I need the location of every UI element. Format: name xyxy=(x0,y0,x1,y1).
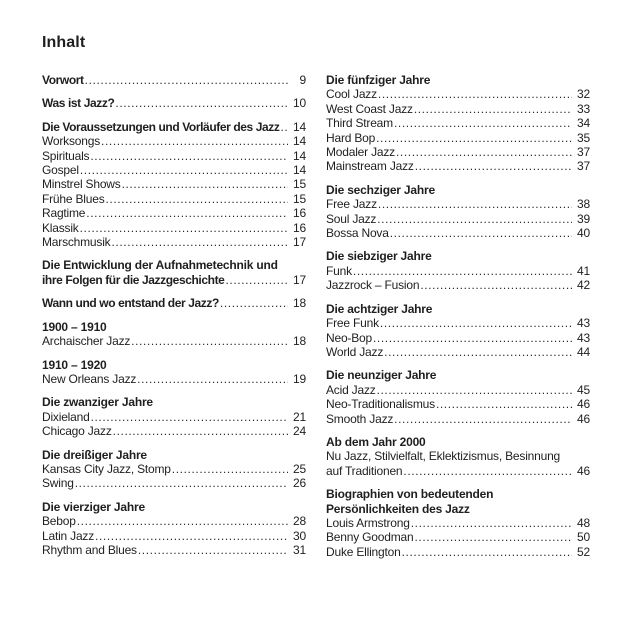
toc-entry xyxy=(326,316,590,330)
toc-entry-label: auf Traditionen xyxy=(326,463,403,478)
toc-entry-line xyxy=(326,197,590,211)
toc-entry xyxy=(42,258,306,287)
toc-entry xyxy=(42,235,306,249)
page-number: 50 xyxy=(577,530,590,545)
toc-entry-line xyxy=(42,73,306,87)
page-number: 18 xyxy=(293,296,306,311)
toc-entry-line xyxy=(326,302,590,316)
toc-entry xyxy=(42,476,306,490)
dot-leader xyxy=(373,331,572,345)
page-number: 14 xyxy=(293,134,306,149)
toc-entry-line xyxy=(42,177,306,191)
toc-section-heading xyxy=(42,500,306,514)
toc-entry-line xyxy=(42,410,306,424)
toc-entry-label: Duke Ellington xyxy=(326,544,401,559)
toc-entry-label: Neo-Traditionalismus xyxy=(326,397,435,412)
page-number: 39 xyxy=(577,211,590,226)
toc-entry-line xyxy=(42,206,306,220)
toc-entry-line xyxy=(326,226,590,240)
toc-entry xyxy=(42,296,306,310)
page-number: 35 xyxy=(577,130,590,145)
toc-entry-label: Die vierziger Jahre xyxy=(42,499,145,514)
toc-entry-line xyxy=(42,273,306,287)
toc-entry xyxy=(326,145,590,159)
toc-entry-label: West Coast Jazz xyxy=(326,101,413,116)
page-number: 37 xyxy=(577,159,590,174)
toc-entry-label: Persönlichkeiten des Jazz xyxy=(326,501,470,516)
toc-entry-label: Klassik xyxy=(42,220,79,235)
page-number: 9 xyxy=(299,73,306,87)
dot-leader xyxy=(90,149,288,163)
toc-entry-label: Die fünfziger Jahre xyxy=(326,73,431,87)
dot-leader xyxy=(377,383,572,397)
dot-leader xyxy=(380,316,572,330)
toc-entry-label: Minstrel Shows xyxy=(42,177,121,192)
toc-section-heading xyxy=(326,183,590,197)
toc-entry-line: Die Entwicklung der Aufnahmetechnik und xyxy=(42,258,278,273)
toc-section-heading xyxy=(326,435,590,449)
toc-entry-label: Bebop xyxy=(42,514,76,529)
page-number: 40 xyxy=(577,226,590,241)
toc-entry-label: 1900 – 1910 xyxy=(42,319,107,334)
page-number: 37 xyxy=(577,145,590,160)
toc-entry-line xyxy=(42,448,306,462)
page-number: 31 xyxy=(293,542,306,557)
toc-entry-line xyxy=(326,183,590,197)
page-number: 14 xyxy=(293,163,306,178)
dot-leader xyxy=(225,273,288,287)
toc-entry-line xyxy=(326,212,590,226)
toc-entry xyxy=(42,177,306,191)
toc-entry-label: World Jazz xyxy=(326,344,384,359)
toc-entry-line xyxy=(42,476,306,490)
toc-entry xyxy=(42,462,306,476)
toc-entry-label: Free Jazz xyxy=(326,197,377,212)
toc-section-heading xyxy=(42,320,306,334)
toc-entry-label: Ab dem Jahr 2000 xyxy=(326,434,426,449)
toc-entry-line xyxy=(42,235,306,249)
toc-entry xyxy=(326,516,590,530)
toc-entry-line xyxy=(326,383,590,397)
toc-entry-line xyxy=(42,462,306,476)
toc-entry-label: Marschmusik xyxy=(42,235,111,250)
toc-entry xyxy=(326,331,590,345)
toc-entry xyxy=(326,397,590,411)
dot-leader xyxy=(101,134,288,148)
toc-entry xyxy=(326,412,590,426)
toc-entry xyxy=(42,120,306,134)
toc-entry-label: Die sechziger Jahre xyxy=(326,182,435,197)
toc-entry-line xyxy=(326,331,590,345)
toc-entry xyxy=(326,226,590,240)
toc-entry xyxy=(326,278,590,292)
dot-leader xyxy=(115,96,288,110)
page-number: 25 xyxy=(293,461,306,476)
toc-entry xyxy=(42,543,306,557)
toc-entry-label: Jazzrock – Fusion xyxy=(326,278,420,293)
toc-entry-label: Bossa Nova xyxy=(326,226,389,241)
toc-entry-label: Acid Jazz xyxy=(326,382,376,397)
toc-entry xyxy=(42,96,306,110)
toc-entry-line xyxy=(326,502,590,516)
toc-entry-line xyxy=(326,131,590,145)
page-number: 44 xyxy=(577,344,590,359)
toc-entry xyxy=(42,410,306,424)
toc-entry-line xyxy=(42,149,306,163)
dot-leader xyxy=(172,462,288,476)
page-number: 26 xyxy=(293,476,306,491)
toc-entry-label: 1910 – 1920 xyxy=(42,357,107,372)
toc-entry-label: Die zwanziger Jahre xyxy=(42,395,153,410)
toc-entry-line xyxy=(326,116,590,130)
toc-entry-label: Latin Jazz xyxy=(42,528,95,543)
page-number: 14 xyxy=(293,148,306,163)
dot-leader xyxy=(396,145,572,159)
toc-entry xyxy=(42,529,306,543)
dot-leader xyxy=(131,334,288,348)
toc-entry-line xyxy=(326,464,590,478)
dot-leader xyxy=(394,116,572,130)
toc-entry-line xyxy=(42,500,306,514)
toc-entry xyxy=(326,383,590,397)
toc-entry xyxy=(42,206,306,220)
dot-leader xyxy=(377,212,572,226)
page-number: 46 xyxy=(577,397,590,412)
page-number: 38 xyxy=(577,197,590,212)
toc-entry xyxy=(326,345,590,359)
page-number: 21 xyxy=(293,409,306,424)
toc-entry-line xyxy=(326,516,590,530)
toc-entry-label: Was ist Jazz? xyxy=(42,96,115,111)
dot-leader xyxy=(378,87,572,101)
dot-leader xyxy=(138,543,288,557)
toc-entry-line xyxy=(326,545,590,559)
toc-entry-label: Rhythm and Blues xyxy=(42,542,137,557)
page-number: 52 xyxy=(577,544,590,559)
dot-leader xyxy=(414,530,572,544)
dot-leader xyxy=(106,192,289,206)
toc-entry-label: Mainstream Jazz xyxy=(326,159,414,174)
page-number: 14 xyxy=(293,119,306,134)
toc-column-left xyxy=(42,73,306,557)
dot-leader xyxy=(390,226,572,240)
page-number: 15 xyxy=(293,177,306,192)
page-number: 45 xyxy=(577,382,590,397)
toc-entry xyxy=(42,334,306,348)
toc-entry-line xyxy=(42,395,306,409)
page-number: 32 xyxy=(577,87,590,102)
toc-entry-label: Soul Jazz xyxy=(326,211,377,226)
toc-section-heading xyxy=(42,395,306,409)
page-number: 28 xyxy=(293,514,306,529)
dot-leader xyxy=(95,529,288,543)
toc-entry-line xyxy=(42,529,306,543)
toc-entry-line xyxy=(326,316,590,330)
toc-entry-label: Ragtime xyxy=(42,206,86,221)
toc-entry-label: Wann und wo entstand der Jazz? xyxy=(42,296,219,311)
toc-entry-line xyxy=(326,159,590,173)
toc-entry-label: Vorwort xyxy=(42,73,84,87)
toc-entry xyxy=(42,134,306,148)
toc-entry-line xyxy=(326,264,590,278)
page-number: 16 xyxy=(293,220,306,235)
dot-leader xyxy=(402,545,572,559)
toc-entry-line xyxy=(42,334,306,348)
toc-entry-label: Spirituals xyxy=(42,148,90,163)
page-number: 15 xyxy=(293,191,306,206)
toc-entry xyxy=(326,159,590,173)
toc-entry xyxy=(42,221,306,235)
toc-entry-label: Worksongs xyxy=(42,134,101,149)
toc-entry-label: Louis Armstrong xyxy=(326,515,410,530)
toc-column-right xyxy=(326,73,590,559)
page-number: 19 xyxy=(293,371,306,386)
toc-entry-label: Cool Jazz xyxy=(326,87,377,102)
toc-section-heading xyxy=(326,302,590,316)
toc-entry-label: Die Voraussetzungen und Vorläufer des Jazz xyxy=(42,119,280,134)
toc-entry-line xyxy=(42,96,306,110)
dot-leader xyxy=(411,516,572,530)
toc-entry-label: Free Funk xyxy=(326,316,379,331)
toc-entry-label: Swing xyxy=(42,476,74,491)
dot-leader xyxy=(85,73,288,87)
toc-entry-line xyxy=(42,543,306,557)
toc-section-heading xyxy=(326,368,590,382)
page-number: 17 xyxy=(293,272,306,287)
toc-entry-line xyxy=(326,249,590,263)
toc-entry-line xyxy=(42,221,306,235)
toc-section-heading xyxy=(326,73,590,87)
toc-entry-label: Chicago Jazz xyxy=(42,424,112,439)
toc-entry xyxy=(42,372,306,386)
toc-entry xyxy=(326,197,590,211)
dot-leader xyxy=(415,159,572,173)
toc-entry-line xyxy=(326,345,590,359)
toc-entry xyxy=(42,514,306,528)
toc-entry xyxy=(42,424,306,438)
toc-entry xyxy=(42,149,306,163)
toc-entry-label: Neo-Bop xyxy=(326,330,372,345)
toc-entry-label: Dixieland xyxy=(42,409,90,424)
page-number: 34 xyxy=(577,116,590,131)
toc-section-heading xyxy=(326,249,590,263)
toc-entry-label: Die neunziger Jahre xyxy=(326,368,437,383)
toc-entry-label: Funk xyxy=(326,263,352,278)
page-number: 46 xyxy=(577,463,590,478)
toc-entry-line xyxy=(42,134,306,148)
page-number: 48 xyxy=(577,515,590,530)
toc-entry-label: Die dreißiger Jahre xyxy=(42,447,147,462)
toc-entry-line xyxy=(326,397,590,411)
toc-entry-line xyxy=(326,87,590,101)
page-number: 43 xyxy=(577,330,590,345)
dot-leader xyxy=(220,296,288,310)
toc-entry-line: Nu Jazz, Stilvielfalt, Eklektizismus, Besinnung xyxy=(326,449,561,464)
dot-leader xyxy=(353,264,572,278)
toc-entry-label: Die siebziger Jahre xyxy=(326,249,432,264)
toc-entry-line xyxy=(42,192,306,206)
toc-columns xyxy=(42,73,606,559)
page-number: 17 xyxy=(293,235,306,250)
page-number: 42 xyxy=(577,278,590,293)
toc-entry xyxy=(326,131,590,145)
dot-leader xyxy=(80,221,288,235)
toc-entry xyxy=(326,116,590,130)
toc-entry-line xyxy=(42,296,306,310)
toc-entry-line xyxy=(42,514,306,528)
dot-leader xyxy=(384,345,572,359)
toc-section-heading xyxy=(326,487,590,516)
page-number: 46 xyxy=(577,411,590,426)
toc-entry-line xyxy=(326,412,590,426)
toc-entry-line xyxy=(326,73,590,87)
toc-entry xyxy=(326,449,590,478)
dot-leader xyxy=(91,410,288,424)
toc-entry-label: Kansas City Jazz, Stomp xyxy=(42,461,171,476)
dot-leader xyxy=(376,131,572,145)
dot-leader xyxy=(86,206,288,220)
dot-leader xyxy=(414,102,572,116)
toc-entry xyxy=(326,212,590,226)
toc-entry xyxy=(326,102,590,116)
dot-leader xyxy=(137,372,288,386)
page-number: 33 xyxy=(577,101,590,116)
toc-entry-label: Third Stream xyxy=(326,116,393,131)
toc-entry-line xyxy=(42,358,306,372)
page-number: 16 xyxy=(293,206,306,221)
toc-entry-line xyxy=(42,163,306,177)
dot-leader xyxy=(77,514,288,528)
toc-section-heading xyxy=(42,358,306,372)
dot-leader xyxy=(75,476,288,490)
toc-entry-label: Frühe Blues xyxy=(42,191,105,206)
toc-entry-label: Die achtziger Jahre xyxy=(326,301,433,316)
toc-entry-line xyxy=(42,120,306,134)
page-number: 30 xyxy=(293,528,306,543)
toc-entry xyxy=(326,530,590,544)
toc-entry-line xyxy=(326,102,590,116)
toc-entry xyxy=(42,192,306,206)
dot-leader xyxy=(280,120,288,134)
dot-leader xyxy=(394,412,572,426)
page-number: 18 xyxy=(293,334,306,349)
toc-entry xyxy=(326,545,590,559)
page-title: Inhalt xyxy=(42,34,86,51)
dot-leader xyxy=(436,397,572,411)
dot-leader xyxy=(420,278,572,292)
toc-entry-label: Benny Goodman xyxy=(326,530,414,545)
toc-entry-line xyxy=(326,145,590,159)
toc-entry-label: ihre Folgen für die Jazzgeschichte xyxy=(42,272,225,287)
page-number: 43 xyxy=(577,316,590,331)
toc-entry-label: Modaler Jazz xyxy=(326,145,395,160)
toc-entry-line xyxy=(326,530,590,544)
toc-entry-label: Hard Bop xyxy=(326,130,376,145)
dot-leader xyxy=(113,424,288,438)
toc-entry-line: Biographien von bedeutenden xyxy=(326,487,494,502)
dot-leader xyxy=(122,177,288,191)
toc-entry xyxy=(326,87,590,101)
toc-entry-line xyxy=(42,424,306,438)
dot-leader xyxy=(80,163,288,177)
toc-entry-line xyxy=(42,372,306,386)
toc-entry-label: Archaischer Jazz xyxy=(42,334,131,349)
toc-entry-line xyxy=(42,320,306,334)
toc-entry-label: Gospel xyxy=(42,163,79,178)
toc-entry xyxy=(42,163,306,177)
toc-entry-line xyxy=(326,368,590,382)
dot-leader xyxy=(111,235,288,249)
toc-entry-label: New Orleans Jazz xyxy=(42,371,137,386)
page-number: 41 xyxy=(577,263,590,278)
toc-entry-label: Smooth Jazz xyxy=(326,411,394,426)
toc-entry-line xyxy=(326,278,590,292)
dot-leader xyxy=(378,197,572,211)
toc-entry xyxy=(326,264,590,278)
toc-section-heading xyxy=(42,448,306,462)
toc-entry-line xyxy=(326,435,590,449)
dot-leader xyxy=(403,464,572,478)
toc-entry xyxy=(42,73,306,87)
page-number: 10 xyxy=(293,96,306,111)
page-number: 24 xyxy=(293,424,306,439)
